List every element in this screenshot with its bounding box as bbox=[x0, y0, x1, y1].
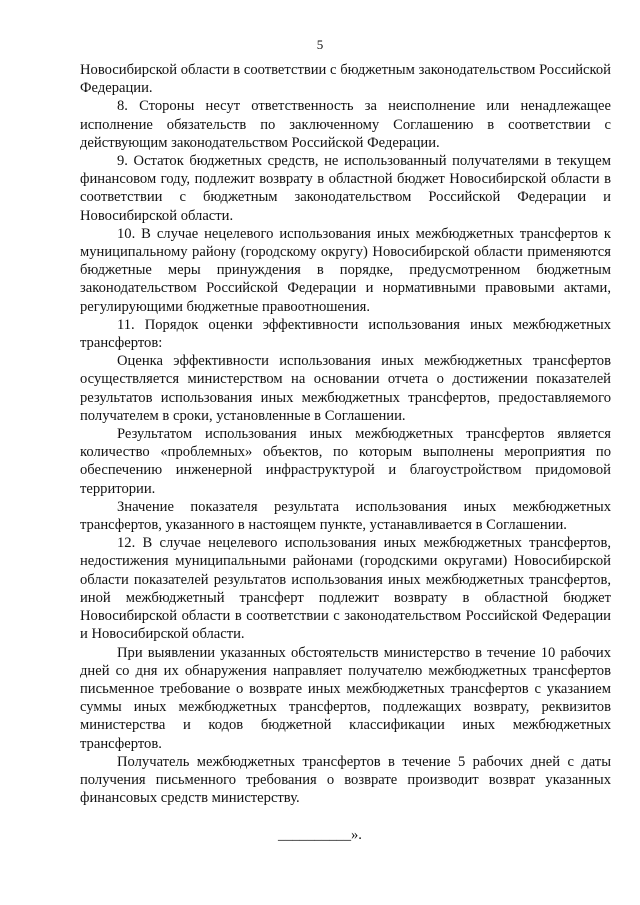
paragraph-indicator-value: Значение показателя результата использования иных межбюджетных трансфертов, указанного в настоящем пункте, устанавливается в Соглашении. bbox=[80, 498, 611, 534]
page-number: 5 bbox=[316, 37, 324, 52]
paragraph-continuation: Новосибирской области в соответствии с бюджетным законодательством Российской Федерации. bbox=[80, 62, 611, 97]
paragraph-item-9: 9. Остаток бюджетных средств, не использованный получателями в текущем финансовом году, подлежит возврату в областной бюджет Новосибирской области в соответствии с бюджетным законодательством Российской Федерации и Новосибирской области. bbox=[80, 153, 611, 224]
paragraph-evaluation: Оценка эффективности использования иных межбюджетных трансфертов осуществляется министерством на основании отчета о достижении показателей результатов использования иных межбюджетных трансфертов, предоставляемого получателем в сроки, установленные в Соглашении. bbox=[80, 353, 611, 424]
paragraph-recipient-return: Получатель межбюджетных трансфертов в течение 5 рабочих дней с даты получения письменного требования о возврате производит возврат указанных финансовых средств министерству. bbox=[80, 753, 611, 807]
paragraph-item-12: 12. В случае нецелевого использования иных межбюджетных трансфертов, недостижения муниципальными районами (городскими округами) Новосибирской области показателей результатов использования иных межбюджетных трансфертов, иной межбюджетный трансферт подлежит возврату в областной бюджет Новосибирской области в соответствии с законодательством Российской Федерации и Новосибирской области. bbox=[80, 535, 611, 643]
document-body bbox=[80, 61, 611, 807]
closing-line: __________». bbox=[278, 827, 362, 843]
paragraph-result: Результатом использования иных межбюджетных трансфертов является количество «проблемных» объектов, по которым выполнены мероприятия по обеспечению инженерной инфраструктурой и благоустройством придомовой территории. bbox=[80, 426, 611, 497]
paragraph-return-demand: При выявлении указанных обстоятельств министерство в течение 10 рабочих дней со дня их обнаружения направляет получателю межбюджетных трансфертов письменное требование о возврате иных межбюджетных трансфертов с указанием суммы иных межбюджетных трансфертов, подлежащих возврату, реквизитов министерства и кодов бюджетной классификации иных межбюджетных трансфертов. bbox=[80, 644, 611, 752]
paragraph-item-8: 8. Стороны несут ответственность за неисполнение или ненадлежащее исполнение обязательств по заключенному Соглашению в соответствии с действующим законодательством Российской Федерации. bbox=[80, 98, 611, 151]
paragraph-item-11: 11. Порядок оценки эффективности использования иных межбюджетных трансфертов: bbox=[80, 316, 611, 352]
paragraph-item-10: 10. В случае нецелевого использования иных межбюджетных трансфертов к муниципальному району (городскому округу) Новосибирской области применяются бюджетные меры принуждения в порядке, предусмотренном бюджетным законодательством Российской Федерации и нормативными правовыми актами, регулирующими бюджетные правоотношения. bbox=[80, 225, 611, 315]
